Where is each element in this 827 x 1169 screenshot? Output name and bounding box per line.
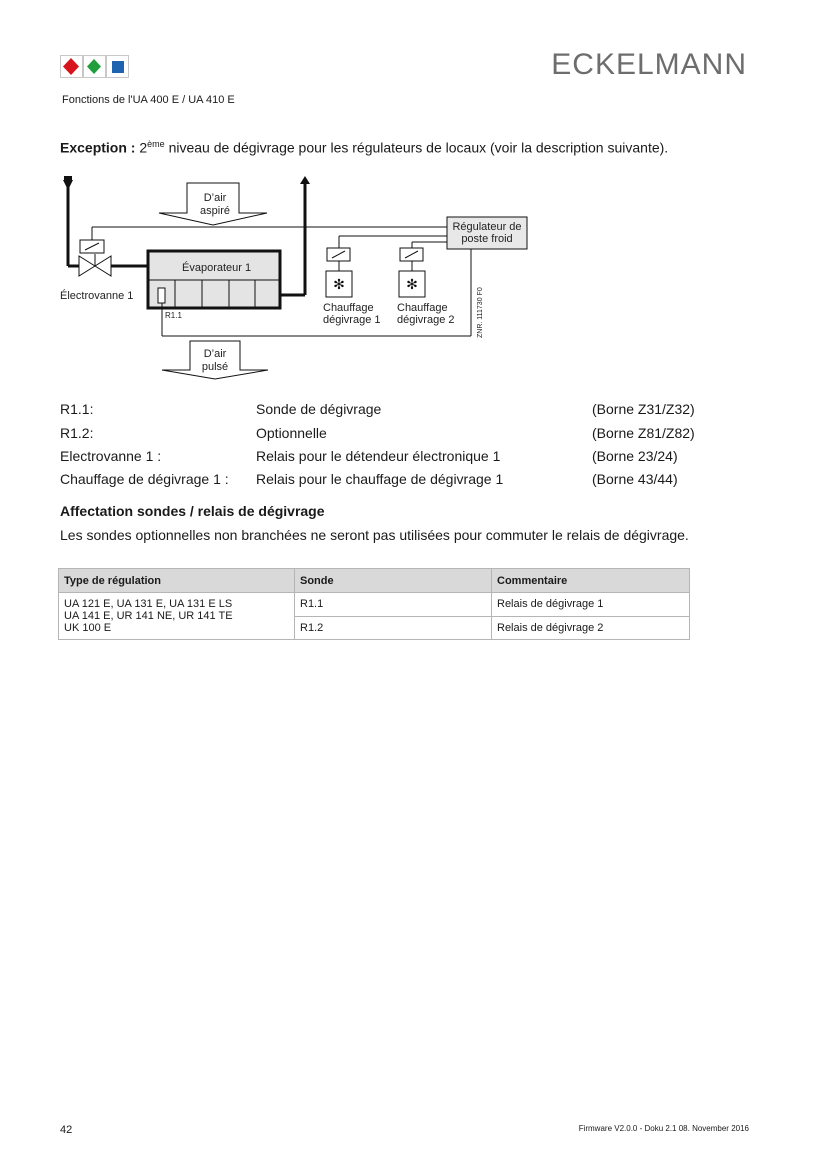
exception-line [60, 139, 668, 156]
sensor-icon [158, 288, 165, 303]
sensor-cell: R1.2 [295, 616, 492, 640]
valve-label: Électrovanne 1 [60, 290, 134, 302]
comment-cell: Relais de dégivrage 2 [492, 616, 690, 640]
heater-2-label-2: dégivrage 2 [397, 314, 455, 326]
legend-term: Chauffage de dégivrage 1 : [60, 471, 229, 487]
air-outlet-label-1: D’air [203, 348, 227, 360]
legend-term: R1.1: [60, 401, 94, 417]
table-row [59, 593, 690, 617]
snowflake-icon: ✻ [333, 276, 345, 292]
regulator-types-cell [59, 593, 295, 640]
document-subtitle: Fonctions de l'UA 400 E / UA 410 E [62, 94, 235, 106]
sensor-label: R1.1 [165, 311, 182, 320]
legend-description: Relais pour le chauffage de dégivrage 1 [256, 471, 504, 487]
defrost-diagram [55, 170, 655, 382]
regulator-type: UA 141 E, UR 141 NE, UR 141 TE [64, 610, 233, 622]
exception-level: 2 [139, 139, 148, 156]
exception-text: niveau de dégivrage pour les régulateurs de locaux (voir la description suivante). [168, 139, 669, 156]
legend-term: Electrovanne 1 : [60, 448, 162, 464]
heater-1-label-1: Chauffage [323, 302, 374, 314]
legend-terminal: (Borne Z81/Z82) [592, 425, 695, 441]
regulator-type: UA 121 E, UA 131 E, UA 131 E LS [64, 598, 233, 610]
table-header: Type de régulation [59, 569, 295, 593]
drawing-reference: ZNR. 111730 F0 [477, 287, 484, 338]
eckelmann-logo [60, 55, 130, 79]
legend-term: R1.2: [60, 425, 94, 441]
table-header: Commentaire [492, 569, 690, 593]
air-intake-label-2: aspiré [200, 205, 230, 217]
section-text: Les sondes optionnelles non branchées ne seront pas utilisées pour commuter le relais de dégivrage. [60, 527, 689, 543]
section-title: Affectation sondes / relais de dégivrage [60, 503, 325, 519]
brand-name: ECKELMANN [551, 48, 747, 81]
legend-description: Sonde de dégivrage [256, 401, 382, 417]
exception-superscript: ème [147, 139, 165, 149]
footer-text: Firmware V2.0.0 - Doku 2.1 08. November 2016 [578, 1124, 749, 1133]
regulator-label-2: poste froid [461, 233, 513, 245]
page-number: 42 [60, 1124, 73, 1136]
air-intake-label-1: D’air [203, 192, 227, 204]
table-header: Sonde [295, 569, 492, 593]
heater-1-label-2: dégivrage 1 [323, 314, 381, 326]
legend-terminal: (Borne Z31/Z32) [592, 401, 695, 417]
legend-description: Relais pour le détendeur électronique 1 [256, 448, 501, 464]
exception-label: Exception : [60, 139, 136, 156]
evaporator-label: Évaporateur 1 [182, 262, 252, 274]
sensor-cell: R1.1 [295, 593, 492, 617]
comment-cell: Relais de dégivrage 1 [492, 593, 690, 617]
regulator-label-1: Régulateur de [452, 221, 522, 233]
heater-2-label-1: Chauffage [397, 302, 448, 314]
table-header-row [59, 569, 690, 593]
air-outlet-label-2: pulsé [201, 361, 229, 373]
assignment-table [58, 568, 690, 640]
snowflake-icon: ✻ [406, 276, 418, 292]
legend-terminal: (Borne 43/44) [592, 471, 678, 487]
legend-terminal: (Borne 23/24) [592, 448, 678, 464]
air-outlet-arrow [162, 341, 268, 379]
regulator-type: UK 100 E [64, 622, 112, 634]
legend-description: Optionnelle [256, 425, 327, 441]
air-intake-arrow [159, 183, 267, 225]
